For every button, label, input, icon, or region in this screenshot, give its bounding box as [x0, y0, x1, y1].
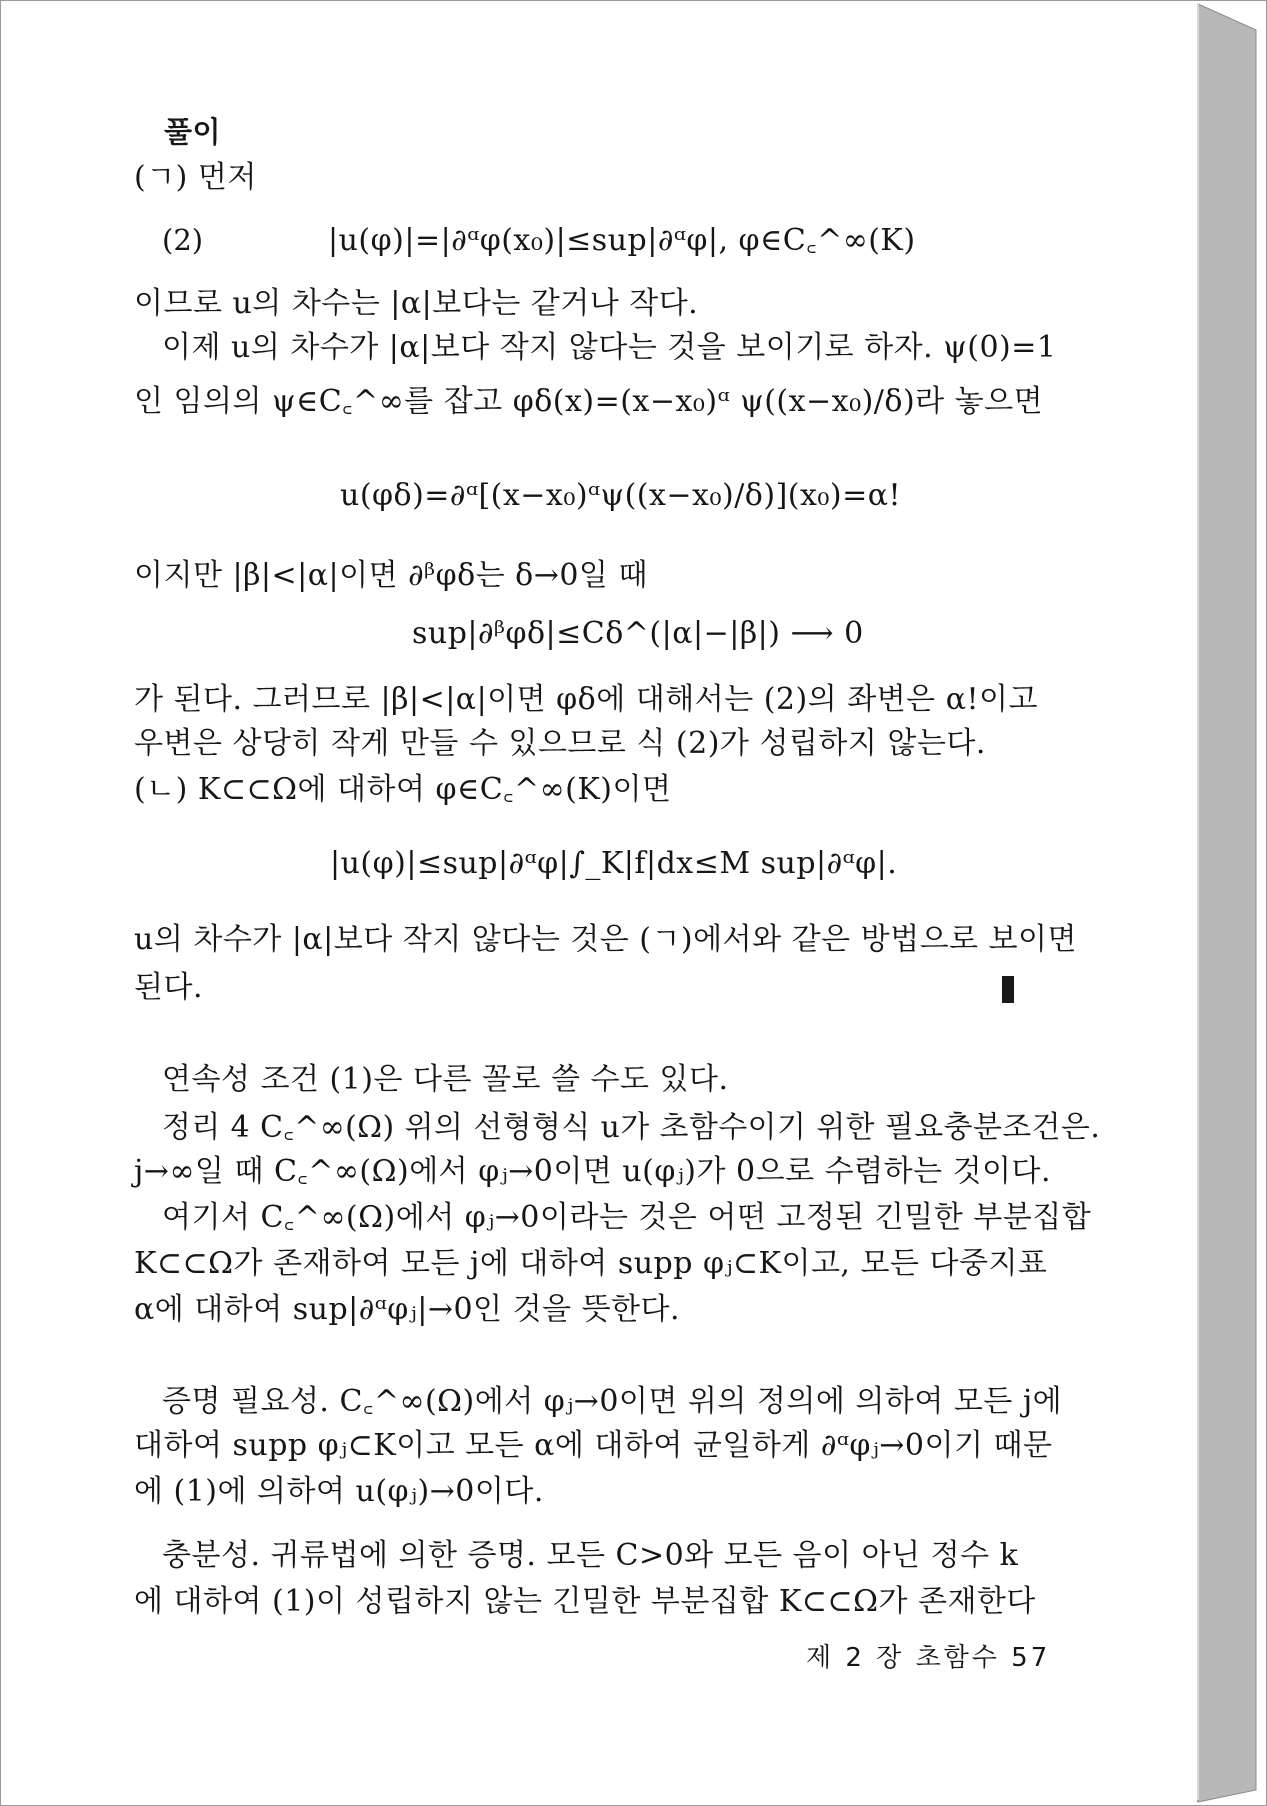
paragraph-line: 이제 u의 차수가 |α|보다 작지 않다는 것을 보이기로 하자. ψ(0)=1 [162, 330, 1057, 365]
paragraph-line: 가 된다. 그러므로 |β|<|α|이면 φδ에 대해서는 (2)의 좌변은 α!이고 [134, 682, 1038, 717]
paragraph-line: 된다. [134, 970, 203, 1005]
paragraph-line: α에 대하여 sup|∂ᵅφⱼ|→0인 것을 뜻한다. [134, 1292, 681, 1327]
part-b-intro: (ㄴ) K⊂⊂Ω에 대하여 φ∈C꜀^∞(K)이면 [134, 772, 672, 807]
proof-line: 충분성. 귀류법에 의한 증명. 모든 C>0와 모든 음이 아닌 정수 k [162, 1538, 1019, 1573]
paragraph-line: 우변은 상당히 작게 만들 수 있으므로 식 (2)가 성립하지 않는다. [134, 726, 986, 761]
equation-display: u(φδ)=∂ᵅ[(x−x₀)ᵅψ((x−x₀)/δ)](x₀)=α! [340, 478, 902, 513]
section-heading: 풀이 [164, 115, 222, 149]
part-a-intro: (ㄱ) 먼저 [134, 160, 257, 195]
equation-2-number: (2) [162, 223, 204, 257]
equation-2: |u(φ)|=|∂ᵅφ(x₀)|≤sup|∂ᵅφ|, φ∈C꜀^∞(K) [328, 223, 916, 258]
proof-line: 증명 필요성. C꜀^∞(Ω)에서 φⱼ→0이면 위의 정의에 의하여 모든 j에 [162, 1384, 1063, 1419]
proof-line: 에 (1)에 의하여 u(φⱼ)→0이다. [134, 1474, 544, 1509]
paragraph-line: 인 임의의 ψ∈C꜀^∞를 잡고 φδ(x)=(x−x₀)ᵅ ψ((x−x₀)/δ)라 놓으면 [134, 384, 1044, 419]
paragraph-line: 연속성 조건 (1)은 다른 꼴로 쓸 수도 있다. [162, 1062, 729, 1097]
paragraph-line: 이지만 |β|<|α|이면 ∂ᵝφδ는 δ→0일 때 [134, 558, 648, 593]
paragraph-line: 이므로 u의 차수는 |α|보다는 같거나 작다. [134, 286, 699, 321]
paragraph-line: K⊂⊂Ω가 존재하여 모든 j에 대하여 supp φⱼ⊂K이고, 모든 다중지표 [134, 1246, 1048, 1281]
theorem-line: 정리 4 C꜀^∞(Ω) 위의 선형형식 u가 초함수이기 위한 필요충분조건은. [162, 1110, 1101, 1145]
equation-display: |u(φ)|≤sup|∂ᵅφ|∫_K|f|dx≤M sup|∂ᵅφ|. [330, 846, 898, 881]
qed-mark [1002, 976, 1014, 1003]
equation-display: sup|∂ᵝφδ|≤Cδ^(|α|−|β|) ⟶ 0 [412, 616, 864, 651]
theorem-line: j→∞일 때 C꜀^∞(Ω)에서 φⱼ→0이면 u(φⱼ)가 0으로 수렴하는 것이다. [134, 1154, 1052, 1189]
page-footer: 제 2 장 초함수 57 [806, 1643, 1051, 1673]
paragraph-line: u의 차수가 |α|보다 작지 않다는 것은 (ㄱ)에서와 같은 방법으로 보이면 [134, 922, 1078, 957]
proof-line: 대하여 supp φⱼ⊂K이고 모든 α에 대하여 균일하게 ∂ᵅφⱼ→0이기 때문 [134, 1428, 1053, 1463]
proof-line: 에 대하여 (1)이 성립하지 않는 긴밀한 부분집합 K⊂⊂Ω가 존재한다 [134, 1584, 1036, 1619]
paragraph-line: 여기서 C꜀^∞(Ω)에서 φⱼ→0이라는 것은 어떤 고정된 긴밀한 부분집합 [162, 1200, 1092, 1235]
